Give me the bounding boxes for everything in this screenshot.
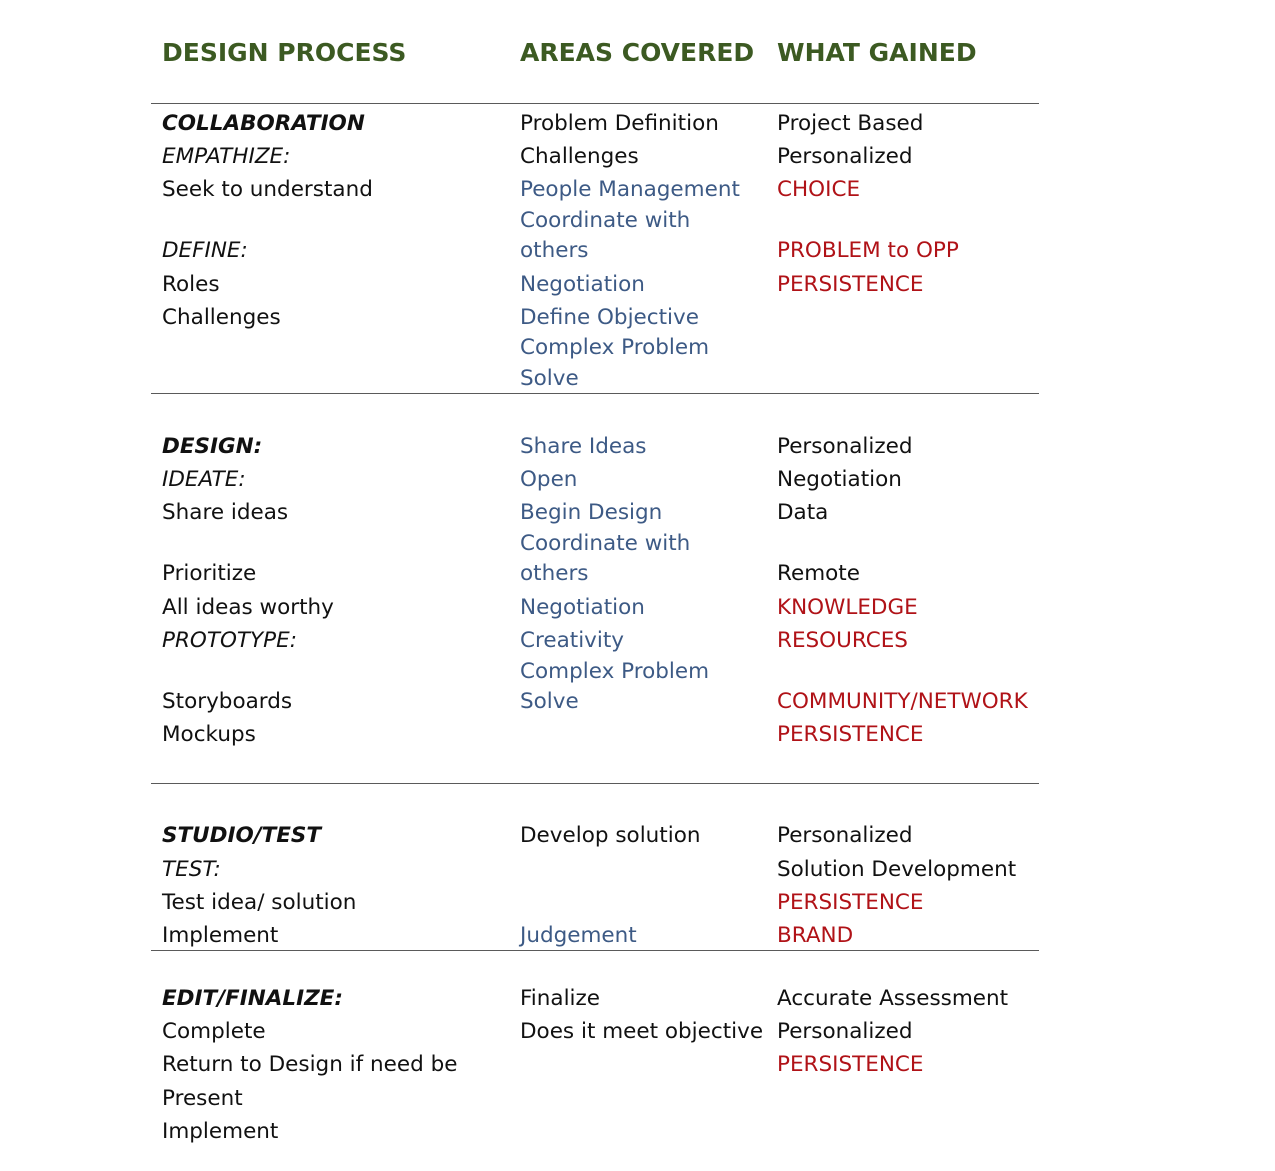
area-item: Creativity — [520, 628, 625, 653]
area-item: Complex Problem — [520, 335, 710, 360]
gained-item: RESOURCES — [777, 628, 908, 653]
area-item: Open — [520, 467, 578, 492]
process-item: Complete — [162, 1019, 266, 1044]
area-item: Share Ideas — [520, 434, 647, 459]
gained-item: Personalized — [777, 1019, 913, 1044]
gained-item: CHOICE — [777, 177, 861, 202]
gained-item: Negotiation — [777, 467, 902, 492]
section-title-design: DESIGN: — [162, 434, 263, 459]
area-item: others — [520, 238, 589, 263]
area-item: People Management — [520, 177, 740, 202]
process-item: Share ideas — [162, 500, 289, 525]
area-item: Negotiation — [520, 595, 645, 620]
header-design-process: DESIGN PROCESS — [162, 38, 407, 67]
area-item: Develop solution — [520, 823, 701, 848]
gained-item: Accurate Assessment — [777, 986, 1009, 1011]
area-item: Complex Problem — [520, 659, 710, 684]
header-areas-covered: AREAS COVERED — [520, 38, 755, 67]
area-item: Coordinate with — [520, 208, 691, 233]
section-title-edit-finalize: EDIT/FINALIZE: — [162, 986, 343, 1011]
process-item: Mockups — [162, 722, 256, 747]
area-item: Problem Definition — [520, 111, 719, 136]
area-item: Finalize — [520, 986, 601, 1011]
gained-item: Solution Development — [777, 857, 1017, 882]
gained-item: Personalized — [777, 823, 913, 848]
stage-label-ideate: IDEATE: — [162, 467, 246, 492]
gained-item: PROBLEM to OPP — [777, 238, 959, 263]
gained-item: PERSISTENCE — [777, 890, 924, 915]
gained-item: Project Based — [777, 111, 924, 136]
area-item: Begin Design — [520, 500, 663, 525]
gained-item: Remote — [777, 561, 860, 586]
gained-item: KNOWLEDGE — [777, 595, 918, 620]
section-title-studio-test: STUDIO/TEST — [162, 823, 322, 848]
process-item: All ideas worthy — [162, 595, 334, 620]
gained-item: BRAND — [777, 923, 854, 948]
gained-item: Personalized — [777, 144, 913, 169]
process-item: Roles — [162, 272, 220, 297]
process-item: Implement — [162, 923, 279, 948]
process-item: Test idea/ solution — [162, 890, 357, 915]
stage-label-prototype: PROTOTYPE: — [162, 628, 297, 653]
stage-label-define: DEFINE: — [162, 238, 248, 263]
gained-item: Data — [777, 500, 829, 525]
gained-item: PERSISTENCE — [777, 1052, 924, 1077]
area-item: Challenges — [520, 144, 639, 169]
area-item: Coordinate with — [520, 531, 691, 556]
area-item: Define Objective — [520, 305, 699, 330]
stage-label-test: TEST: — [162, 857, 221, 882]
area-item: Negotiation — [520, 272, 645, 297]
process-item: Seek to understand — [162, 177, 373, 202]
process-item: Prioritize — [162, 561, 257, 586]
process-item: Storyboards — [162, 689, 293, 714]
process-item: Challenges — [162, 305, 281, 330]
table-rule — [151, 393, 1039, 394]
gained-item: PERSISTENCE — [777, 722, 924, 747]
area-item: Solve — [520, 366, 579, 391]
process-item: Return to Design if need be — [162, 1052, 458, 1077]
section-title-collaboration: COLLABORATION — [162, 111, 365, 136]
gained-item: Personalized — [777, 434, 913, 459]
header-what-gained: WHAT GAINED — [777, 38, 977, 67]
process-item: Implement — [162, 1119, 279, 1144]
table-rule — [151, 783, 1039, 784]
gained-item: COMMUNITY/NETWORK — [777, 689, 1028, 714]
area-item: Judgement — [520, 923, 637, 948]
stage-label-empathize: EMPATHIZE: — [162, 144, 291, 169]
area-item: others — [520, 561, 589, 586]
table-rule — [151, 103, 1039, 104]
area-item: Solve — [520, 689, 579, 714]
area-item: Does it meet objective — [520, 1019, 764, 1044]
gained-item: PERSISTENCE — [777, 272, 924, 297]
process-item: Present — [162, 1086, 243, 1111]
